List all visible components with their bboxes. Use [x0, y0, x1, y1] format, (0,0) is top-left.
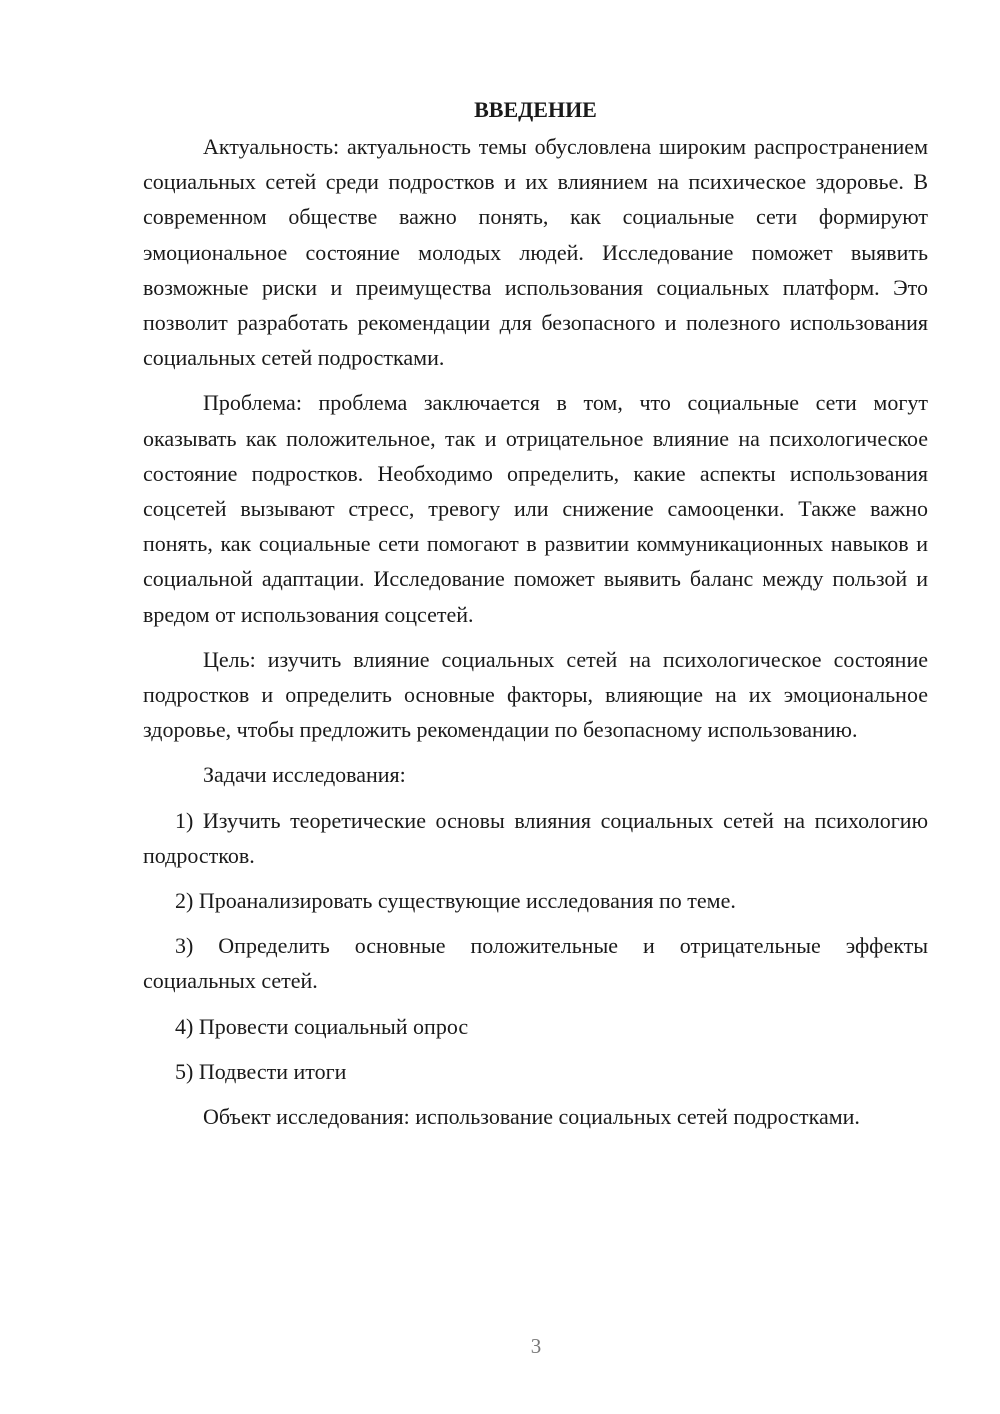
- page-number: 3: [530, 1334, 542, 1358]
- section-title: ВВЕДЕНИЕ: [474, 97, 597, 122]
- paragraph-problem: Проблема: проблема заключается в том, что социальные сети могут оказывать как положительное, так и отрицательное влияние на психологическое состояние подростков. Необходимо определить, какие аспекты использования соцсетей вызывают стресс, тревогу или снижение самооценки. Также важно понять, как социальные сети помогают в развитии коммуникационных навыков и социальной адаптации. Исследование поможет выявить баланс между пользой и вредом от использования соцсетей.: [143, 390, 928, 627]
- paragraph-relevance: Актуальность: актуальность темы обусловлена широким распространением социальных сетей среди подростков и их влиянием на психическое здоровье. В современном обществе важно понять, как социальные сети формируют эмоциональное состояние молодых людей. Исследование поможет выявить возможные риски и преимущества использования социальных платформ. Это позволит разработать рекомендации для безопасного и полезного использования социальных сетей подростками.: [143, 134, 928, 371]
- task-item-4: 4) Провести социальный опрос: [175, 1013, 469, 1039]
- page-content: [143, 92, 928, 1144]
- paragraph-goal: Цель: изучить влияние социальных сетей на психологическое состояние подростков и определить основные факторы, влияющие на их эмоциональное здоровье, чтобы предложить рекомендации по безопасному использованию.: [143, 646, 928, 743]
- task-item-2: 2) Проанализировать существующие исследования по теме.: [175, 888, 736, 914]
- paragraph-object: Объект исследования: использование социальных сетей подростками.: [203, 1104, 860, 1130]
- task-item-1: 1) Изучить теоретические основы влияния социальных сетей на психологию подростков.: [143, 807, 928, 868]
- paragraph-tasks-heading: Задачи исследования:: [203, 762, 406, 788]
- task-item-3: 3) Определить основные положительные и отрицательные эффекты социальных сетей.: [143, 933, 928, 994]
- task-item-5: 5) Подвести итоги: [175, 1058, 347, 1084]
